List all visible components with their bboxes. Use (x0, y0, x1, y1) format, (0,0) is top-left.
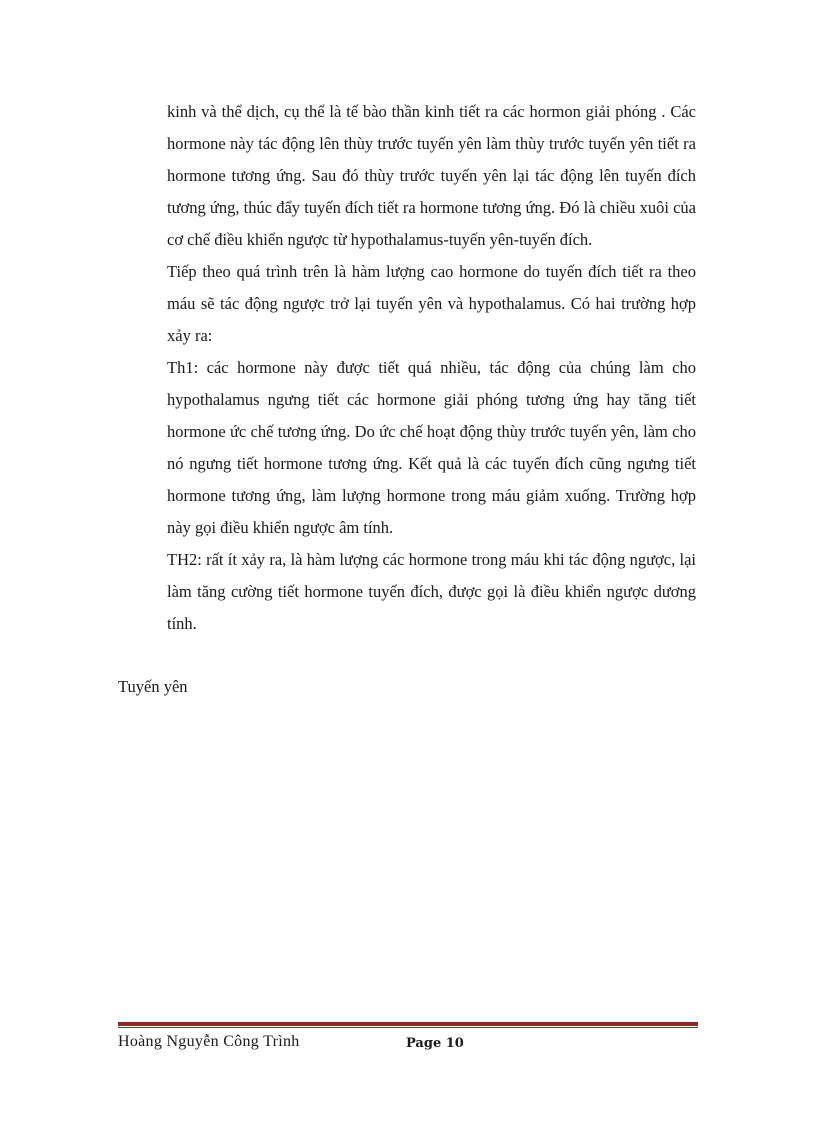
body-text (167, 96, 696, 640)
paragraph-case-2: TH2: rất ít xảy ra, là hàm lượng các hormone trong máu khi tác động ngược, lại làm tăng cường tiết hormone tuyến đích, được gọi là điều khiển ngược dương tính. (167, 550, 696, 633)
footer-rule-thick (118, 1022, 698, 1026)
footer-page-number: Page 10 (406, 1036, 464, 1051)
paragraph-feedback-intro: Tiếp theo quá trình trên là hàm lượng cao hormone do tuyến đích tiết ra theo máu sẽ tác động ngược trở lại tuyến yên và hypothalamus. Có hai trường hợp xảy ra: (167, 262, 696, 345)
footer-rule-thin (118, 1027, 698, 1028)
paragraph-hormone-cascade: kinh và thể dịch, cụ thể là tế bào thần kinh tiết ra các hormon giải phóng . Các hormone này tác động lên thùy trước tuyến yên làm thùy trước tuyến yên tiết ra hormone tương ứng. Sau đó thùy trước tuyến yên lại tác động lên tuyến đích tương ứng, thúc đẩy tuyến đích tiết ra hormone tương ứng. Đó là chiều xuôi của cơ chế điều khiển ngược từ hypothalamus-tuyến yên-tuyến đích. (167, 102, 696, 249)
paragraph-case-1: Th1: các hormone này được tiết quá nhiều, tác động của chúng làm cho hypothalamus ngưng tiết các hormone giải phóng tương ứng hay tăng tiết hormone ức chế tương ứng. Do ức chế hoạt động thùy trước tuyến yên, làm cho nó ngưng tiết hormone tương ứng. Kết quả là các tuyến đích cũng ngưng tiết hormone tương ứng, làm lượng hormone trong máu giảm xuống. Trường hợp này gọi điều khiển ngược âm tính. (167, 358, 696, 537)
footer-author: Hoàng Nguyễn Công Trình (118, 1033, 300, 1050)
section-heading: Tuyến yên (118, 677, 188, 696)
footer-rule (118, 1022, 698, 1029)
